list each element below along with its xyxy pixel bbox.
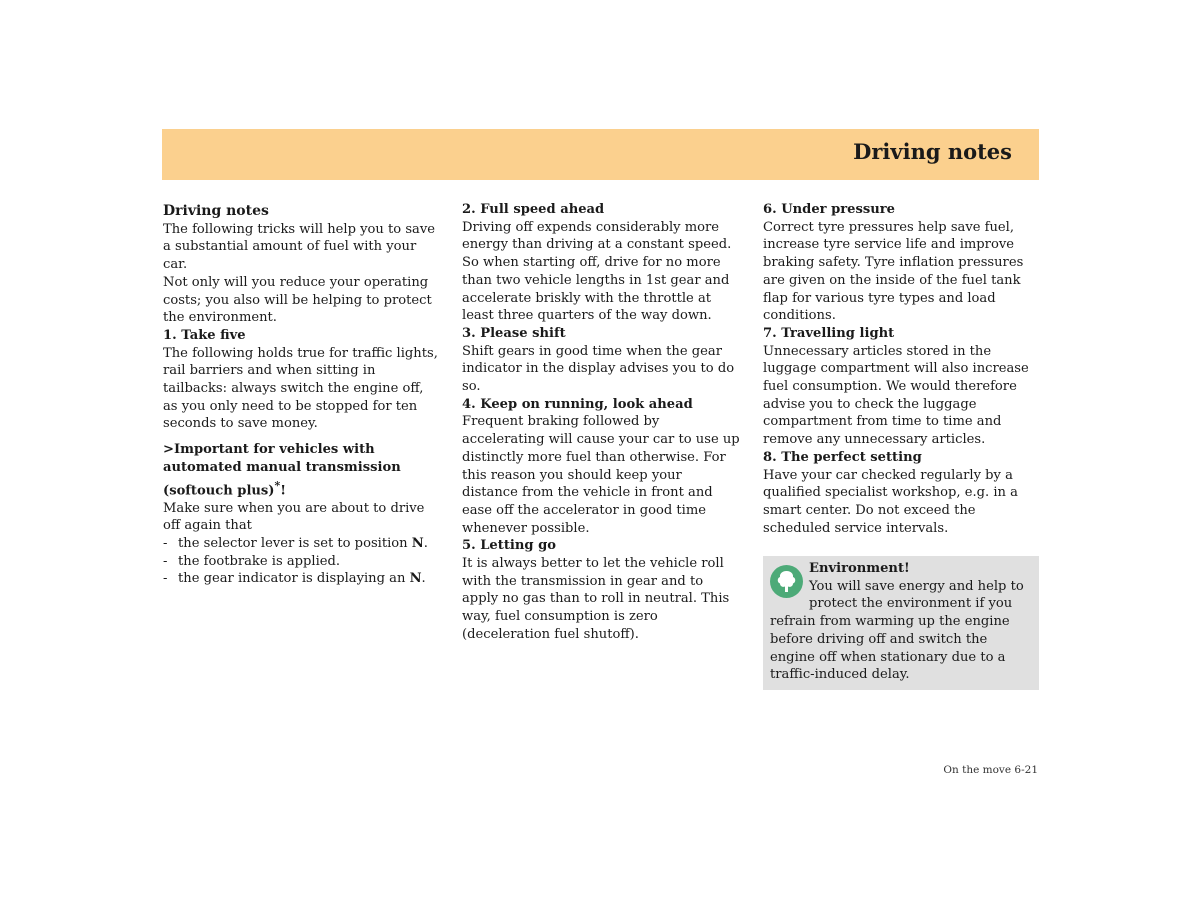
list-item: - the gear indicator is displaying an N. (163, 570, 441, 588)
page-footer: On the move 6-21 (943, 764, 1038, 776)
section-title-perfect-setting: 8. The perfect setting (763, 449, 922, 465)
section-text-under-pressure: Correct tyre pressures help save fuel, increase tyre service life and improve braking safety. Tyre inflation pressures are given on the inside of the fuel tank flap for various tyre types and load conditions. (763, 219, 1024, 324)
page-title: Driving notes (853, 139, 1012, 164)
environment-text: You will save energy and help to protect the environment if you refrain from warming up the engine before driving off and switch the engine off when stationary due to a traffic-induced delay. (770, 578, 1024, 683)
checklist (163, 535, 441, 588)
environment-title: Environment! (809, 561, 910, 576)
important-note-title: >Important for vehicles with automated manual transmission (softouch plus)*! (163, 442, 401, 498)
section-title-letting-go: 5. Letting go (462, 538, 556, 554)
header-band (162, 129, 1039, 180)
intro-paragraph-2: Not only will you reduce your operating costs; you also will be helping to protect the environment. (163, 274, 432, 326)
section-title-keep-running: 4. Keep on running, look ahead (462, 396, 693, 412)
list-item: - the selector lever is set to position N. (163, 535, 441, 553)
environment-note (763, 556, 1039, 690)
section-text-travelling-light: Unnecessary articles stored in the luggage compartment will also increase fuel consumption. We would therefore advise you to check the luggage compartment from time to time and remove any unnecessary articles. (763, 343, 1029, 448)
column-2 (462, 201, 740, 644)
section-title-take-five: 1. Take five (163, 327, 246, 343)
section-text-letting-go: It is always better to let the vehicle roll with the transmission in gear and to apply no gas than to roll in neutral. This way, fuel consumption is zero (deceleration fuel shutoff). (462, 556, 730, 642)
tree-icon (770, 565, 803, 598)
section-text-full-speed: Driving off expends considerably more energy than driving at a constant speed. So when starting off, drive for no more than two vehicle lengths in 1st gear and accelerate briskly with the throttle at least three quarters of the way down. (462, 219, 732, 324)
section-title-under-pressure: 6. Under pressure (763, 202, 895, 217)
column-1 (163, 201, 441, 588)
section-title-please-shift: 3. Please shift (462, 325, 566, 341)
intro-paragraph-1: The following tricks will help you to save a substantial amount of fuel with your car. (163, 221, 435, 273)
column-3 (763, 201, 1041, 537)
section-text-perfect-setting: Have your car checked regularly by a qualified specialist workshop, e.g. in a smart center. Do not exceed the scheduled service intervals. (763, 467, 1018, 536)
section-text-take-five: The following holds true for traffic lights, rail barriers and when sitting in tailbacks: always switch the engine off, as you only need to be stopped for ten seconds to save money. (163, 345, 438, 432)
section-title-full-speed: 2. Full speed ahead (462, 202, 605, 217)
list-item: - the footbrake is applied. (163, 553, 441, 571)
section-title-travelling-light: 7. Travelling light (763, 325, 895, 341)
important-note-text: Make sure when you are about to drive off again that (163, 500, 425, 534)
section-text-keep-running: Frequent braking followed by accelerating will cause your car to use up distinctly more fuel than otherwise. For this reason you should keep your distance from the vehicle in front and ease off the accelerator in good time whenever possible. (462, 414, 740, 536)
section-heading: Driving notes (163, 203, 269, 219)
section-text-please-shift: Shift gears in good time when the gear indicator in the display advises you to do so. (462, 343, 735, 395)
